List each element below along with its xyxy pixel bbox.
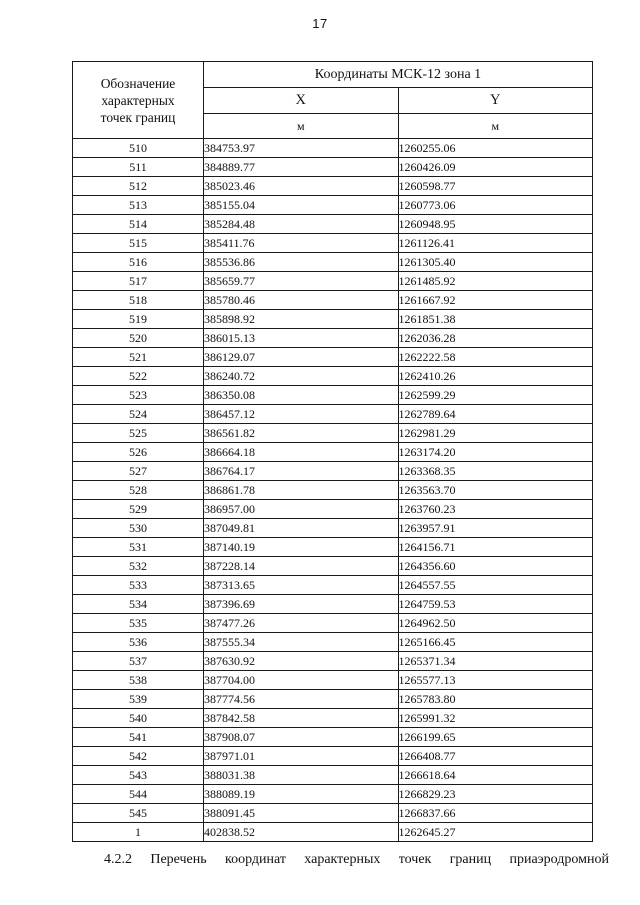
heading-word: приаэродромной (509, 852, 609, 867)
heading-word: координат (224, 852, 286, 867)
x-coordinate-cell: 385155.04 (204, 196, 399, 215)
y-coordinate-cell: 1260948.95 (398, 215, 593, 234)
y-coordinate-cell: 1263368.35 (398, 462, 593, 481)
y-coordinate-cell: 1262222.58 (398, 348, 593, 367)
point-number-cell: 518 (73, 291, 204, 310)
heading-word: границ (449, 852, 492, 867)
x-coordinate-cell: 388091.45 (204, 804, 399, 823)
x-coordinate-cell: 386350.08 (204, 386, 399, 405)
x-coordinate-cell: 386240.72 (204, 367, 399, 386)
table-row (73, 253, 593, 272)
x-coordinate-cell: 387908.07 (204, 728, 399, 747)
table-row (73, 500, 593, 519)
table-row (73, 462, 593, 481)
y-coordinate-cell: 1265166.45 (398, 633, 593, 652)
point-header-line-1: Обозначение (100, 75, 176, 91)
y-coordinate-cell: 1264759.53 (398, 595, 593, 614)
x-coordinate-cell: 385536.86 (204, 253, 399, 272)
point-number-cell: 512 (73, 177, 204, 196)
table-row (73, 291, 593, 310)
y-coordinate-cell: 1260598.77 (398, 177, 593, 196)
point-number-cell: 543 (73, 766, 204, 785)
table-row (73, 671, 593, 690)
y-coordinate-cell: 1264356.60 (398, 557, 593, 576)
point-number-cell: 527 (73, 462, 204, 481)
x-coordinate-cell: 386957.00 (204, 500, 399, 519)
table-row (73, 272, 593, 291)
point-number-cell: 520 (73, 329, 204, 348)
y-coordinate-cell: 1261126.41 (398, 234, 593, 253)
table-row (73, 747, 593, 766)
table-row (73, 557, 593, 576)
point-number-cell: 541 (73, 728, 204, 747)
table-row (73, 614, 593, 633)
x-coordinate-cell: 385023.46 (204, 177, 399, 196)
point-number-cell: 545 (73, 804, 204, 823)
y-coordinate-cell: 1266618.64 (398, 766, 593, 785)
y-coordinate-cell: 1261667.92 (398, 291, 593, 310)
table-row (73, 329, 593, 348)
point-number-cell: 537 (73, 652, 204, 671)
point-number-cell: 513 (73, 196, 204, 215)
x-coordinate-cell: 402838.52 (204, 823, 399, 842)
point-number-cell: 510 (73, 139, 204, 158)
heading-word: Перечень (150, 852, 207, 867)
table-row (73, 595, 593, 614)
x-coordinate-cell: 387971.01 (204, 747, 399, 766)
point-number-cell: 511 (73, 158, 204, 177)
point-number-cell: 535 (73, 614, 204, 633)
table-row (73, 234, 593, 253)
y-coordinate-cell: 1266837.66 (398, 804, 593, 823)
table-body (73, 139, 593, 842)
x-coordinate-cell: 386664.18 (204, 443, 399, 462)
x-coordinate-cell: 387704.00 (204, 671, 399, 690)
point-number-cell: 523 (73, 386, 204, 405)
y-coordinate-cell: 1261305.40 (398, 253, 593, 272)
y-coordinate-cell: 1263957.91 (398, 519, 593, 538)
table-row (73, 158, 593, 177)
point-number-cell: 519 (73, 310, 204, 329)
table-row (73, 709, 593, 728)
x-coordinate-cell: 385659.77 (204, 272, 399, 291)
x-coordinate-cell: 387774.56 (204, 690, 399, 709)
x-coordinate-cell: 385411.76 (204, 234, 399, 253)
table-row (73, 367, 593, 386)
point-number-cell: 538 (73, 671, 204, 690)
point-number-cell: 529 (73, 500, 204, 519)
y-coordinate-cell: 1264557.55 (398, 576, 593, 595)
table-row (73, 348, 593, 367)
y-coordinate-cell: 1264962.50 (398, 614, 593, 633)
table-row (73, 519, 593, 538)
x-coordinate-cell: 386129.07 (204, 348, 399, 367)
table-row (73, 538, 593, 557)
y-coordinate-cell: 1262645.27 (398, 823, 593, 842)
heading-word: 4.2.2 (104, 852, 132, 867)
y-coordinate-cell: 1262036.28 (398, 329, 593, 348)
x-coordinate-cell: 385780.46 (204, 291, 399, 310)
table-row (73, 633, 593, 652)
y-coordinate-cell: 1265577.13 (398, 671, 593, 690)
x-coordinate-cell: 387842.58 (204, 709, 399, 728)
x-coordinate-cell: 386561.82 (204, 424, 399, 443)
x-coordinate-cell: 384889.77 (204, 158, 399, 177)
point-number-cell: 534 (73, 595, 204, 614)
page-number: 17 (312, 16, 328, 31)
x-axis-header: X (204, 88, 399, 114)
point-number-cell: 525 (73, 424, 204, 443)
y-coordinate-cell: 1266829.23 (398, 785, 593, 804)
point-header-line-3: точек границ (100, 109, 176, 125)
point-number-cell: 521 (73, 348, 204, 367)
heading-word: точек (398, 852, 432, 867)
y-coordinate-cell: 1260773.06 (398, 196, 593, 215)
point-number-cell: 514 (73, 215, 204, 234)
y-axis-header: Y (398, 88, 593, 114)
y-coordinate-cell: 1262789.64 (398, 405, 593, 424)
table-row (73, 823, 593, 842)
section-heading-line (104, 852, 609, 868)
point-number-cell: 517 (73, 272, 204, 291)
x-coordinate-cell: 387396.69 (204, 595, 399, 614)
point-number-cell: 524 (73, 405, 204, 424)
coordinates-table (72, 61, 593, 842)
x-coordinate-cell: 387049.81 (204, 519, 399, 538)
y-coordinate-cell: 1262981.29 (398, 424, 593, 443)
point-number-cell: 533 (73, 576, 204, 595)
coordinate-system-header: Координаты МСК-12 зона 1 (204, 62, 593, 88)
table-row (73, 177, 593, 196)
point-number-cell: 516 (73, 253, 204, 272)
table-row (73, 215, 593, 234)
y-coordinate-cell: 1260426.09 (398, 158, 593, 177)
table-row (73, 443, 593, 462)
table-row (73, 405, 593, 424)
y-coordinate-cell: 1260255.06 (398, 139, 593, 158)
point-number-cell: 1 (73, 823, 204, 842)
table-row (73, 196, 593, 215)
table-row (73, 804, 593, 823)
table-row (73, 139, 593, 158)
table-row (73, 690, 593, 709)
y-coordinate-cell: 1262599.29 (398, 386, 593, 405)
y-coordinate-cell: 1262410.26 (398, 367, 593, 386)
table-row (73, 310, 593, 329)
point-number-cell: 536 (73, 633, 204, 652)
y-coordinate-cell: 1263760.23 (398, 500, 593, 519)
table-row (73, 766, 593, 785)
y-coordinate-cell: 1265991.32 (398, 709, 593, 728)
point-number-cell: 531 (73, 538, 204, 557)
x-coordinate-cell: 387228.14 (204, 557, 399, 576)
y-coordinate-cell: 1266408.77 (398, 747, 593, 766)
y-coordinate-cell: 1265371.34 (398, 652, 593, 671)
x-coordinate-cell: 385284.48 (204, 215, 399, 234)
table-row (73, 424, 593, 443)
x-coordinate-cell: 386015.13 (204, 329, 399, 348)
table-row (73, 386, 593, 405)
y-coordinate-cell: 1266199.65 (398, 728, 593, 747)
table-row (73, 652, 593, 671)
point-number-cell: 515 (73, 234, 204, 253)
point-designation-header (73, 62, 204, 139)
y-coordinate-cell: 1265783.80 (398, 690, 593, 709)
x-coordinate-cell: 386764.17 (204, 462, 399, 481)
y-coordinate-cell: 1264156.71 (398, 538, 593, 557)
table-row (73, 576, 593, 595)
table-row (73, 785, 593, 804)
x-coordinate-cell: 387140.19 (204, 538, 399, 557)
table-row (73, 481, 593, 500)
point-number-cell: 542 (73, 747, 204, 766)
x-coordinate-cell: 387313.65 (204, 576, 399, 595)
x-unit-header: м (204, 114, 399, 139)
point-number-cell: 539 (73, 690, 204, 709)
x-coordinate-cell: 385898.92 (204, 310, 399, 329)
point-number-cell: 528 (73, 481, 204, 500)
y-coordinate-cell: 1263563.70 (398, 481, 593, 500)
point-number-cell: 522 (73, 367, 204, 386)
x-coordinate-cell: 388031.38 (204, 766, 399, 785)
x-coordinate-cell: 387630.92 (204, 652, 399, 671)
x-coordinate-cell: 387555.34 (204, 633, 399, 652)
x-coordinate-cell: 387477.26 (204, 614, 399, 633)
point-number-cell: 540 (73, 709, 204, 728)
table-row (73, 728, 593, 747)
point-header-line-2: характерных (101, 92, 175, 108)
point-number-cell: 530 (73, 519, 204, 538)
x-coordinate-cell: 386861.78 (204, 481, 399, 500)
x-coordinate-cell: 388089.19 (204, 785, 399, 804)
point-number-cell: 526 (73, 443, 204, 462)
x-coordinate-cell: 386457.12 (204, 405, 399, 424)
point-number-cell: 544 (73, 785, 204, 804)
heading-word: характерных (304, 852, 381, 867)
x-coordinate-cell: 384753.97 (204, 139, 399, 158)
y-coordinate-cell: 1261485.92 (398, 272, 593, 291)
y-coordinate-cell: 1263174.20 (398, 443, 593, 462)
point-number-cell: 532 (73, 557, 204, 576)
y-coordinate-cell: 1261851.38 (398, 310, 593, 329)
y-unit-header: м (398, 114, 593, 139)
